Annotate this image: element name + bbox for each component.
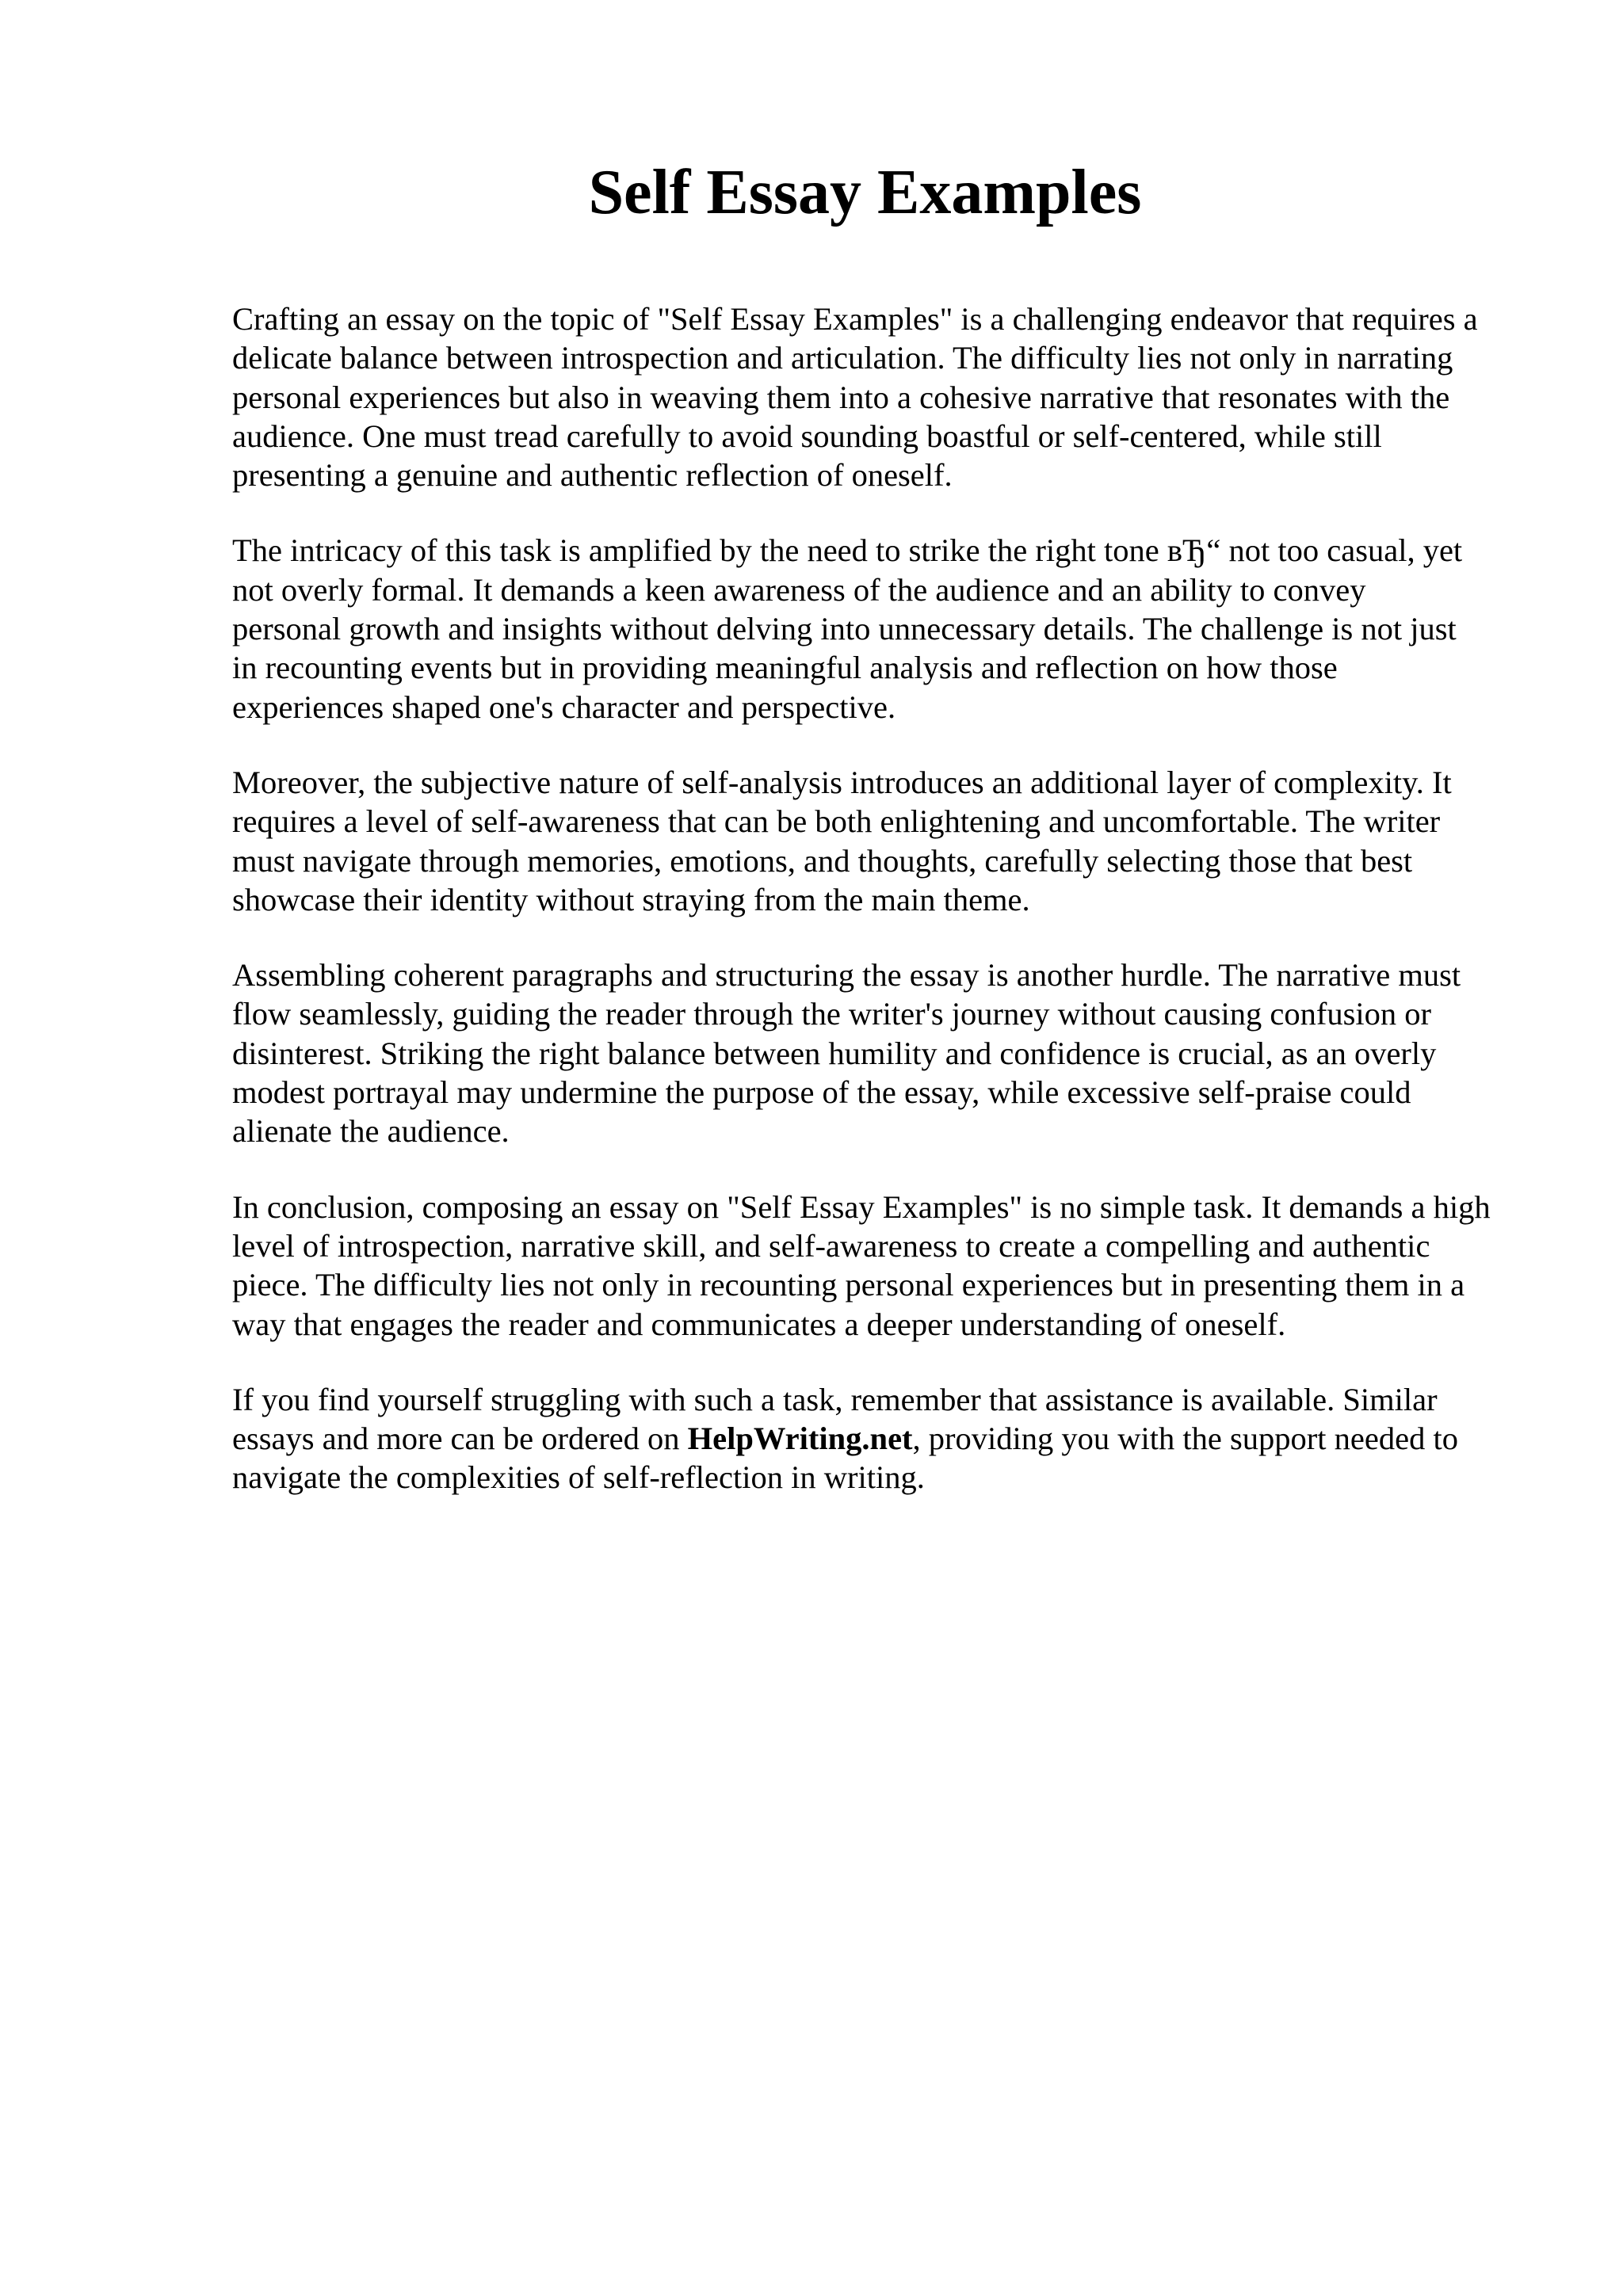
paragraph-line: Assembling coherent paragraphs and structuring the essay is another hurdle. The narrative must	[232, 957, 1461, 994]
paragraph-line: presenting a genuine and authentic reflection of oneself.	[232, 457, 953, 494]
paragraph-1	[232, 299, 1568, 494]
paragraph-5	[232, 1188, 1568, 1344]
paragraph-line: requires a level of self-awareness that can be both enlightening and uncomfortable. The writer	[232, 803, 1441, 840]
paragraph-line: personal experiences but also in weaving them into a cohesive narrative that resonates with the	[232, 379, 1450, 415]
paragraph-line: not overly formal. It demands a keen awareness of the audience and an ability to convey	[232, 571, 1366, 608]
paragraph-line: experiences shaped one's character and perspective.	[232, 688, 896, 725]
paragraph-4	[232, 955, 1568, 1150]
paragraph-line: piece. The difficulty lies not only in recounting personal experiences but in presenting them in a	[232, 1267, 1465, 1303]
paragraph-line	[232, 1419, 1568, 1458]
paragraph-line: The intricacy of this task is amplified by the need to strike the right tone вЂ“ not too casual, yet	[232, 532, 1463, 569]
paragraph-line: navigate the complexities of self-reflection in writing.	[232, 1459, 925, 1496]
paragraph-2	[232, 531, 1568, 726]
paragraph-line: In conclusion, composing an essay on "Self Essay Examples" is no simple task. It demands a high	[232, 1188, 1491, 1225]
paragraph-line: way that engages the reader and communicates a deeper understanding of oneself.	[232, 1306, 1286, 1342]
essay-body	[232, 299, 1568, 1534]
paragraph-line: Moreover, the subjective nature of self-analysis introduces an additional layer of complexity. It	[232, 764, 1452, 800]
paragraph-line: level of introspection, narrative skill, and self-awareness to create a compelling and authentic	[232, 1227, 1430, 1264]
paragraph-line: alienate the audience.	[232, 1113, 510, 1150]
page-title: Self Essay Examples	[588, 158, 1142, 227]
paragraph-3	[232, 763, 1568, 919]
paragraph-line: flow seamlessly, guiding the reader through the writer's journey without causing confusion or	[232, 996, 1431, 1032]
paragraph-line: in recounting events but in providing meaningful analysis and reflection on how those	[232, 650, 1338, 686]
helpwriting-link[interactable]: HelpWriting.net	[687, 1421, 913, 1457]
paragraph-line: audience. One must tread carefully to avoid sounding boastful or self-centered, while still	[232, 418, 1382, 454]
closing-text-after-link: , providing you with the support needed to	[912, 1421, 1458, 1457]
closing-paragraph	[232, 1380, 1568, 1497]
paragraph-line: showcase their identity without straying from the main theme.	[232, 881, 1030, 917]
paragraph-line: personal growth and insights without delving into unnecessary details. The challenge is not just	[232, 611, 1457, 647]
paragraph-line: must navigate through memories, emotions, and thoughts, carefully selecting those that best	[232, 842, 1413, 879]
paragraph-line: Crafting an essay on the topic of "Self Essay Examples" is a challenging endeavor that requires a	[232, 301, 1478, 337]
paragraph-line: disinterest. Striking the right balance between humility and confidence is crucial, as an overly	[232, 1035, 1437, 1071]
paragraph-line: modest portrayal may undermine the purpose of the essay, while excessive self-praise could	[232, 1074, 1411, 1111]
closing-text-before-link: essays and more can be ordered on	[232, 1421, 688, 1457]
paragraph-line: If you find yourself struggling with such a task, remember that assistance is available. Similar	[232, 1381, 1438, 1417]
paragraph-line: delicate balance between introspection and articulation. The difficulty lies not only in narrating	[232, 340, 1453, 376]
